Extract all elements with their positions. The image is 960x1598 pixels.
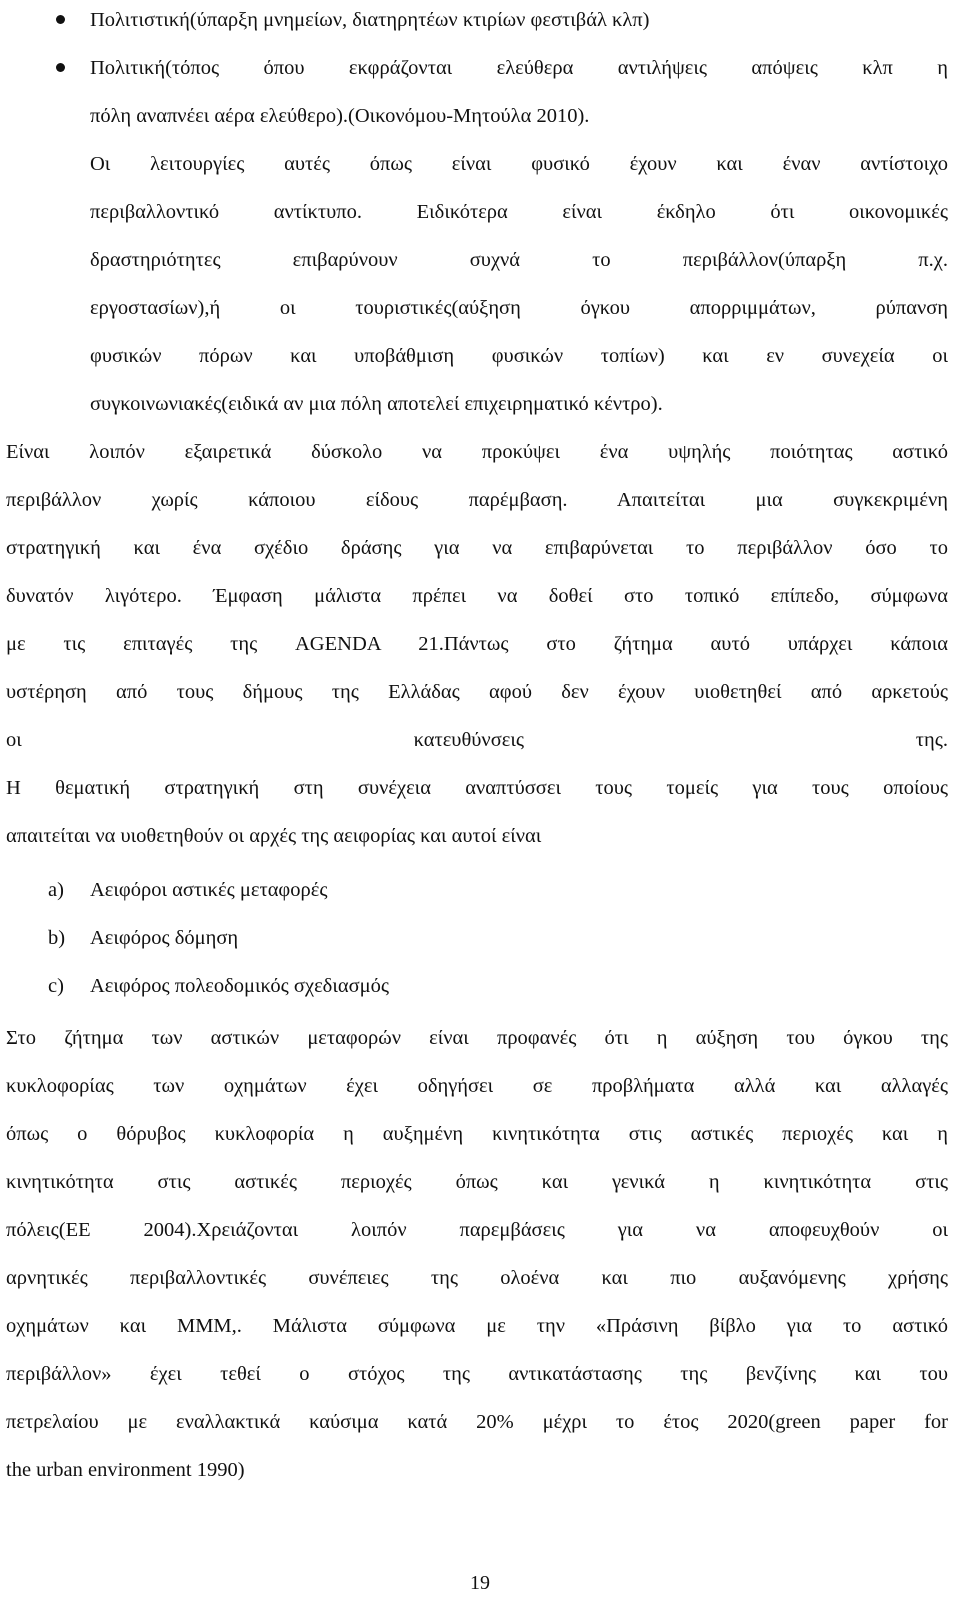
text-line: απαιτείται να υιοθετηθούν οι αρχές της αειφορίας και αυτοί είναι [6, 825, 542, 847]
text-line: εργοστασίων),ή οι τουριστικές(αύξηση όγκου απορριμμάτων, ρύπανση [90, 297, 948, 319]
bullet-item: Πολιτιστική(ύπαρξη μνημείων, διατηρητέων κτιρίων φεστιβάλ κλπ) [90, 9, 650, 31]
text-line: με τις επιταγές της AGENDA 21.Πάντως στο ζήτημα αυτό υπάρχει κάποια [6, 633, 948, 655]
text-line: Η θεματική στρατηγική στη συνέχεια αναπτύσσει τους τομείς για τους οποίους [6, 777, 948, 799]
list-label: a) [48, 879, 64, 901]
bullet-item: Πολιτική(τόπος όπου εκφράζονται ελεύθερα αντιλήψεις απόψεις κλπ η [90, 57, 948, 79]
list-label: b) [48, 927, 66, 949]
text-line: στρατηγική και ένα σχέδιο δράσης για να επιβαρύνεται το περιβάλλον όσο το [6, 537, 948, 559]
bullet-icon [56, 15, 65, 24]
text-line: Οι λειτουργίες αυτές όπως είναι φυσικό έχουν και έναν αντίστοιχο [90, 153, 948, 175]
text-line: πόλη αναπνέει αέρα ελεύθερο).(Οικονόμου-Μητούλα 2010). [90, 105, 590, 127]
text-line: φυσικών πόρων και υποβάθμιση φυσικών τοπίων) και εν συνεχεία οι [90, 345, 948, 367]
bullet-icon [56, 63, 65, 72]
text-line: όπως ο θόρυβος κυκλοφορία η αυξημένη κινητικότητα στις αστικές περιοχές και η [6, 1123, 948, 1145]
text-line: δραστηριότητες επιβαρύνουν συχνά το περιβάλλον(ύπαρξη π.χ. [90, 249, 948, 271]
text-line: πετρελαίου με εναλλακτικά καύσιμα κατά 20% μέχρι το έτος 2020(green paper for [6, 1411, 948, 1433]
text-line: περιβαλλοντικό αντίκτυπο. Ειδικότερα είναι έκδηλο ότι οικονομικές [90, 201, 948, 223]
text-line: the urban environment 1990) [6, 1459, 245, 1481]
list-item: Αειφόρος πολεοδομικός σχεδιασμός [90, 975, 390, 997]
page-number: 19 [470, 1572, 490, 1594]
text-line: υστέρηση από τους δήμους της Ελλάδας αφού δεν έχουν υιοθετηθεί από αρκετούς [6, 681, 948, 703]
text-line: δυνατόν λιγότερο. Έμφαση μάλιστα πρέπει να δοθεί στο τοπικό επίπεδο, σύμφωνα [6, 585, 948, 607]
text-line: Είναι λοιπόν εξαιρετικά δύσκολο να προκύψει ένα υψηλής ποιότητας αστικό [6, 441, 948, 463]
text-line: συγκοινωνιακές(ειδικά αν μια πόλη αποτελεί επιχειρηματικό κέντρο). [90, 393, 663, 415]
text-line: περιβάλλον» έχει τεθεί ο στόχος της αντικατάστασης της βενζίνης και του [6, 1363, 948, 1385]
text-line: περιβάλλον χωρίς κάποιου είδους παρέμβαση. Απαιτείται μια συγκεκριμένη [6, 489, 948, 511]
list-item: Αειφόροι αστικές μεταφορές [90, 879, 328, 901]
text-line: κινητικότητα στις αστικές περιοχές όπως και γενικά η κινητικότητα στις [6, 1171, 948, 1193]
text-line: οχημάτων και ΜΜΜ,. Μάλιστα σύμφωνα με την «Πράσινη βίβλο για το αστικό [6, 1315, 948, 1337]
list-item: Αειφόρος δόμηση [90, 927, 239, 949]
text-line: αρνητικές περιβαλλοντικές συνέπειες της ολοένα και πιο αυξανόμενης χρήσης [6, 1267, 948, 1289]
text-line: κυκλοφορίας των οχημάτων έχει οδηγήσει σε προβλήματα αλλά και αλλαγές [6, 1075, 948, 1097]
list-label: c) [48, 975, 64, 997]
text-line: πόλεις(ΕΕ 2004).Χρειάζονται λοιπόν παρεμβάσεις για να αποφευχθούν οι [6, 1219, 948, 1241]
text-line: Στο ζήτημα των αστικών μεταφορών είναι προφανές ότι η αύξηση του όγκου της [6, 1027, 948, 1049]
text-line: οι κατευθύνσεις της. [6, 729, 948, 751]
